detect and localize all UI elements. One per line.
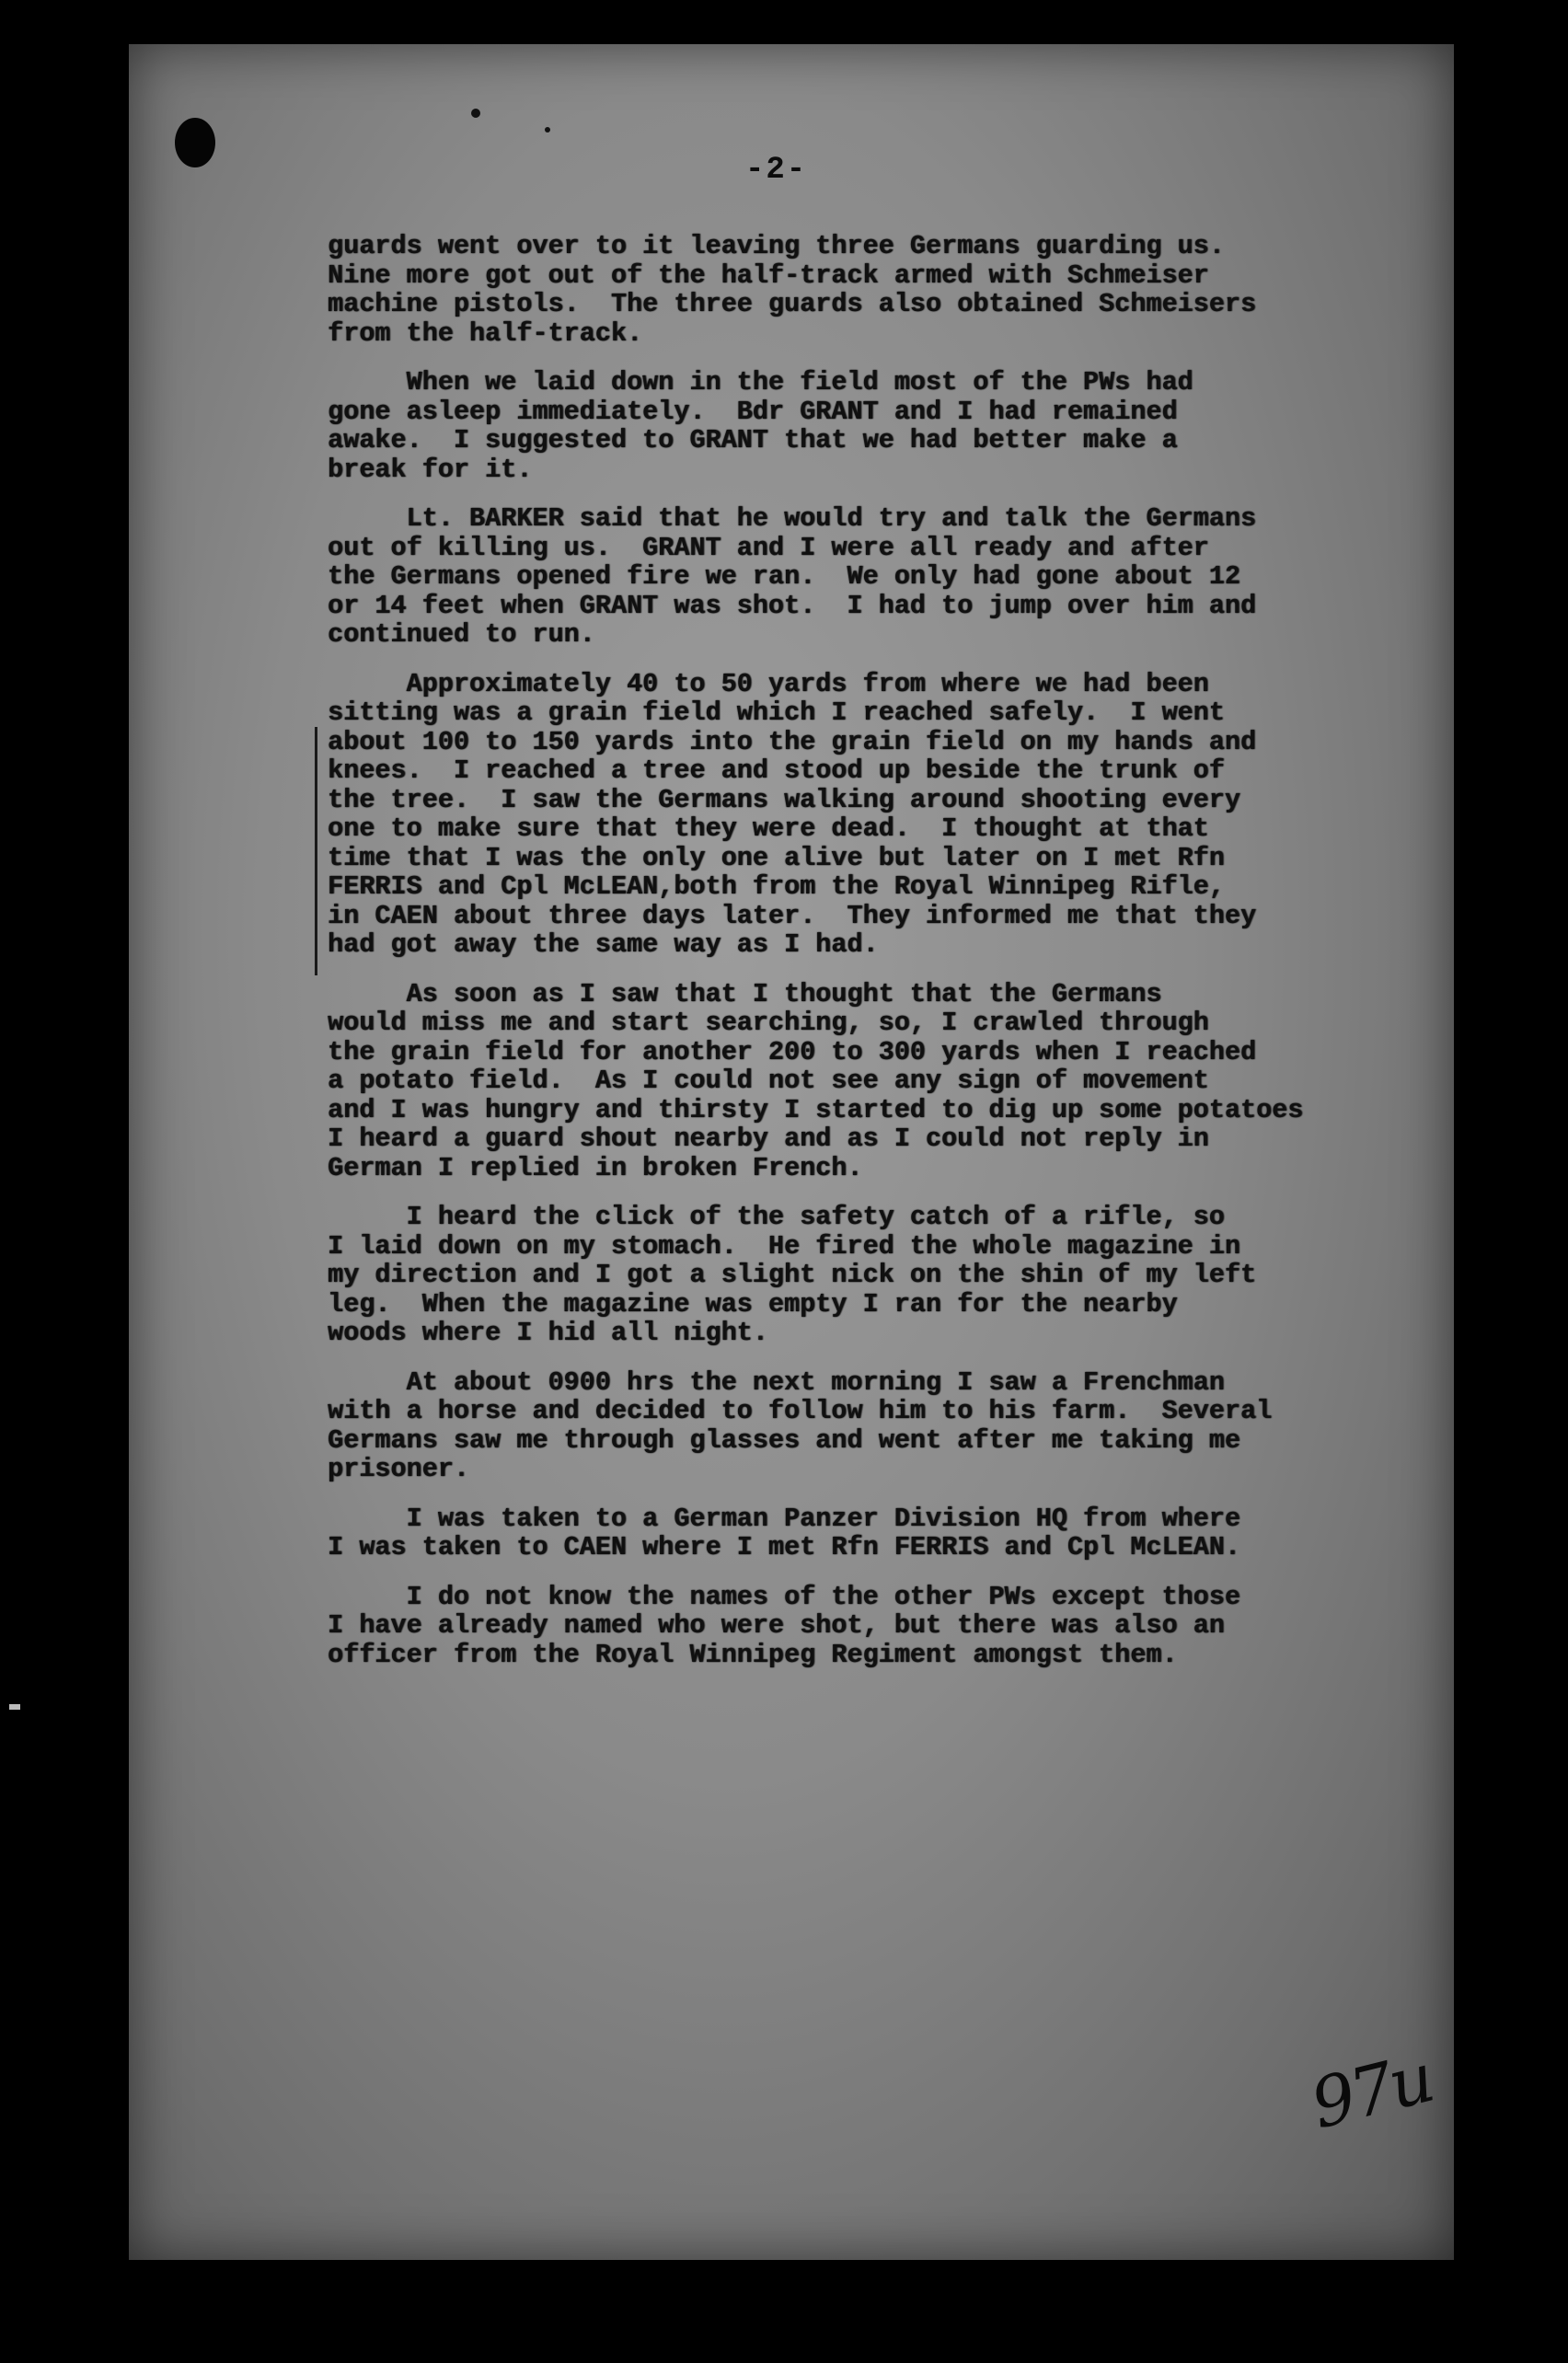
text-line: would miss me and start searching, so, I crawled through [328,1008,1209,1038]
text-line: awake. I suggested to GRANT that we had better make a [328,425,1178,455]
text-line: woods where I hid all night. [328,1318,768,1348]
text-line: with a horse and decided to follow him to his farm. Several [328,1396,1273,1426]
text-line: At about 0900 hrs the next morning I saw a Frenchman [328,1366,1225,1398]
text-line: As soon as I saw that I thought that the Germans [328,978,1162,1009]
text-line: the Germans opened fire we ran. We only had gone about 12 [328,561,1240,592]
text-line: from the half-track. [328,317,643,349]
text-line: I do not know the names of the other PWs except those [328,1581,1240,1612]
paragraph [328,504,1432,650]
text-line: German I replied in broken French. [328,1152,863,1183]
text-line: I heard the click of the safety catch of a rifle, so [328,1202,1225,1232]
text-line: I laid down on my stomach. He fired the whole magazine in [328,1230,1240,1262]
paragraph [328,1504,1432,1562]
scan-artifact [9,1704,20,1710]
page-number: -2- [745,153,808,188]
text-line: had got away the same way as I had. [328,929,879,960]
text-line: one to make sure that they were dead. I thought at that [328,813,1209,844]
paragraph [328,980,1432,1183]
text-line: FERRIS and Cpl McLEAN,both from the Royal Winnipeg Rifle, [328,871,1225,902]
text-line: Lt. BARKER said that he would try and talk the Germans [328,503,1257,534]
text-line: machine pistols. The three guards also obtained Schmeisers [328,289,1257,319]
text-line: the tree. I saw the Germans walking around shooting every [328,784,1240,815]
punch-hole [175,118,215,167]
text-line: gone asleep immediately. Bdr GRANT and I had remained [328,396,1178,427]
paragraph [328,670,1432,960]
handwritten-page-note: 97u [1303,2038,1439,2145]
paragraph [328,1583,1432,1670]
text-line: prisoner. [328,1454,469,1484]
text-line: about 100 to 150 yards into the grain field on my hands and [328,726,1257,757]
text-line: leg. When the magazine was empty I ran for the nearby [328,1288,1178,1320]
text-line: continued to run. [328,619,595,650]
paragraph [328,368,1432,484]
text-line: a potato field. As I could not see any sign of movement [328,1066,1209,1096]
text-line: break for it. [328,454,533,485]
text-line: sitting was a grain field which I reached safely. I went [328,697,1225,728]
text-line: Nine more got out of the half-track armed with Schmeiser [328,259,1209,291]
text-line: or 14 feet when GRANT was shot. I had to jump over him and [328,590,1257,621]
text-line: out of killing us. GRANT and I were all ready and after [328,532,1209,563]
text-line: When we laid down in the field most of the PWs had [328,367,1193,398]
text-line: I was taken to CAEN where I met Rfn FERRIS and Cpl McLEAN. [328,1532,1240,1562]
text-line: I have already named who were shot, but there was also an [328,1610,1225,1641]
paragraph [328,1203,1432,1348]
text-line: time that I was the only one alive but later on I met Rfn [328,842,1225,873]
text-line: the grain field for another 200 to 300 yards when I reached [328,1036,1257,1067]
text-line: guards went over to it leaving three Germans guarding us. [328,231,1225,261]
text-line: I heard a guard shout nearby and as I could not reply in [328,1124,1209,1154]
ink-speck [471,109,480,118]
paragraph [328,232,1432,348]
text-line: and I was hungry and thirsty I started to dig up some potatoes [328,1094,1304,1125]
text-line: my direction and I got a slight nick on the shin of my left [328,1260,1257,1290]
text-line: officer from the Royal Winnipeg Regiment amongst them. [328,1639,1178,1670]
paragraph [328,1368,1432,1484]
text-line: Approximately 40 to 50 yards from where we had been [328,668,1209,699]
document-body [328,232,1432,1689]
text-line: in CAEN about three days later. They informed me that they [328,900,1257,931]
text-line: Germans saw me through glasses and went after me taking me [328,1424,1240,1456]
text-line: I was taken to a German Panzer Division HQ from where [328,1503,1240,1534]
margin-marking [315,727,317,975]
ink-speck [545,127,550,133]
text-line: knees. I reached a tree and stood up beside the trunk of [328,755,1225,786]
